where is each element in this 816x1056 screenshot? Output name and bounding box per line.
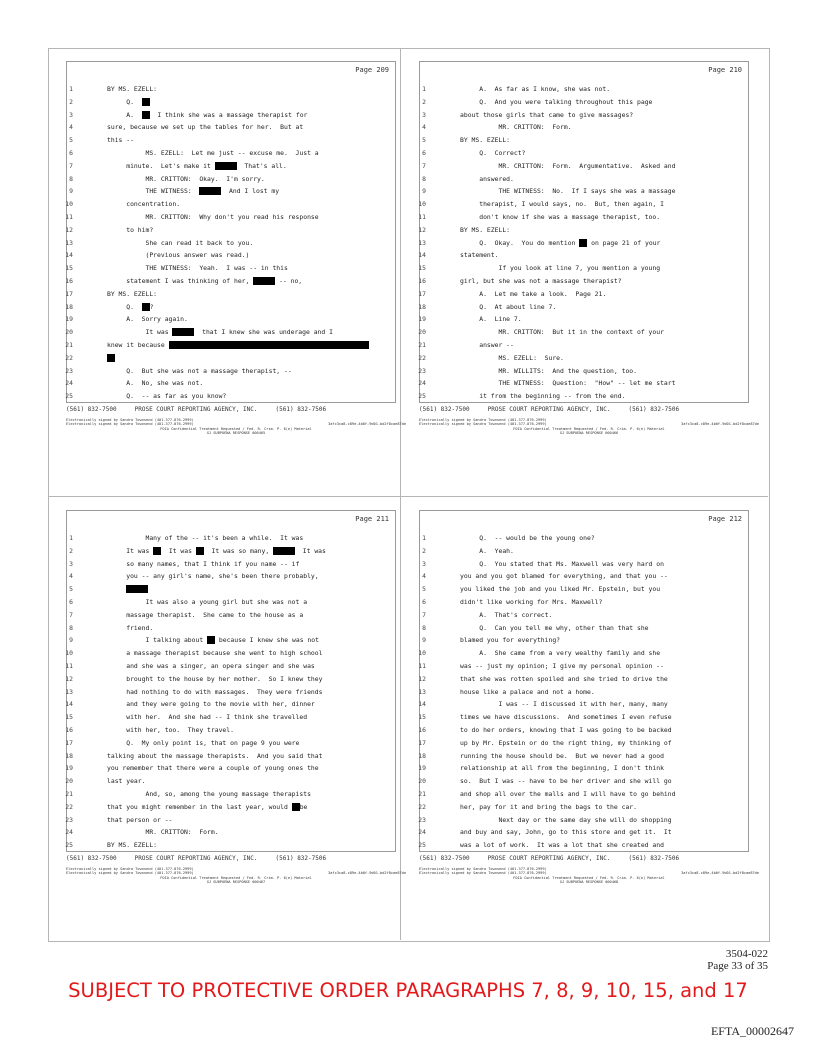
line-text: MR. CRITTON: Form. (460, 123, 572, 132)
line-number: 21 (65, 790, 73, 798)
line-number: 25 (65, 392, 73, 401)
line-text: answered. (460, 174, 514, 183)
signature-block (66, 418, 406, 436)
line-text: statement. (460, 251, 499, 260)
line-number: 9 (69, 636, 73, 645)
redaction-block (196, 547, 204, 555)
line-number: 14 (418, 700, 426, 709)
transcript-quadrant (401, 48, 759, 476)
line-text: THE WITNESS: Yeah. I was -- in this (107, 264, 288, 273)
e-signature-line: Electronically signed by Sandra Townsend (401-377-876-2999) (419, 418, 547, 422)
line-text: It was It was It was so many, It was (107, 546, 326, 555)
line-text: talking about the massage therapists. And you said that (107, 751, 323, 760)
line-number: 18 (65, 751, 73, 760)
line-text: BY MS. EZELL: (460, 136, 511, 145)
line-text: And, so, among the young massage therapists (107, 790, 311, 798)
signature-block (419, 867, 759, 885)
redaction-block (215, 162, 237, 170)
line-number: 23 (65, 366, 73, 375)
line-text: THE WITNESS: No. If I says she was a massage (460, 187, 676, 196)
line-number: 5 (422, 585, 426, 594)
redaction-block (172, 328, 194, 336)
line-text: answer -- (460, 341, 514, 349)
line-number: 13 (65, 687, 73, 696)
line-text: girl, but she was not a massage therapist? (460, 277, 622, 285)
line-text: therapist, I would says, no. But, then again, I (460, 200, 664, 209)
line-text: Q. Can you tell me why, other than that she (460, 623, 649, 632)
line-text: this -- (107, 136, 134, 145)
line-number: 7 (69, 610, 73, 619)
line-number: 2 (69, 546, 73, 555)
line-text: Many of the -- it's been a while. It was (107, 534, 308, 542)
line-text: A. Let me take a look. Page 21. (460, 289, 607, 298)
document-hash: 3afc3ca8-c89e-4b0f-9d01-bd2f8cae87de (328, 871, 406, 875)
line-text: had nothing to do with massages. They were friends (107, 687, 323, 696)
line-text: was -- just my opinion; I give my personal opinion -- (460, 662, 664, 670)
e-signature-line: Electronically signed by Sandra Townsend (401-377-876-2999) (66, 422, 194, 427)
line-number: 16 (65, 726, 73, 734)
line-number: 24 (65, 828, 73, 837)
line-number: 6 (69, 149, 73, 157)
line-text: with her. And she had -- I think she travelled (107, 713, 308, 722)
line-number: 21 (418, 790, 426, 798)
line-text: THE WITNESS: Question: "How" -- let me start (460, 379, 676, 388)
e-signature-line: Electronically signed by Sandra Townsend (401-377-876-2999) (419, 871, 547, 876)
line-text: MR. WILLITS: And the question, too. (460, 366, 637, 375)
redaction-block (126, 585, 148, 593)
redaction-block (107, 354, 115, 362)
line-number: 13 (418, 238, 426, 247)
line-text: A. No, she was not. (107, 379, 204, 388)
transcript-quadrant (48, 48, 406, 476)
redaction-block (153, 547, 161, 555)
redaction-block (142, 303, 150, 311)
e-signature-line: Electronically signed by Sandra Townsend (401-377-876-2999) (66, 871, 194, 876)
line-text: and shop all over the malls and I will have to go behind (460, 790, 676, 798)
line-number: 22 (418, 802, 426, 811)
line-number: 19 (418, 764, 426, 773)
line-text: BY MS. EZELL: (460, 225, 511, 234)
line-text: MS. EZELL: Sure. (460, 353, 564, 362)
line-text: Q. ? (107, 302, 154, 311)
line-text: that you might remember in the last year, would be (107, 802, 308, 811)
line-text: She can read it back to you. (107, 238, 254, 247)
e-signature-line: Electronically signed by Sandra Townsend (401-377-876-2999) (419, 422, 547, 427)
line-text: Q. And you were talking throughout this page (460, 97, 653, 106)
line-number: 8 (69, 623, 73, 632)
line-text: was a lot of work. It was a lot that she created and (460, 841, 664, 850)
line-number: 18 (65, 302, 73, 311)
line-text: (Previous answer was read.) (107, 251, 250, 260)
line-number: 24 (418, 379, 426, 388)
line-number: 24 (65, 379, 73, 388)
line-number: 4 (422, 123, 426, 132)
line-number: 10 (418, 649, 426, 658)
line-number: 22 (65, 802, 73, 811)
efta-id: EFTA_00002647 (710, 1024, 794, 1038)
line-text: MR. CRITTON: But it in the context of your (460, 328, 664, 337)
line-text: A. That's correct. (460, 610, 553, 619)
redaction-block (142, 111, 150, 119)
line-number: 4 (69, 123, 73, 132)
line-text: blamed you for everything? (460, 636, 561, 645)
line-text: about those girls that came to give massages? (460, 110, 634, 119)
line-text: house like a palace and not a home. (460, 687, 595, 696)
line-number: 2 (422, 97, 426, 106)
line-number: 11 (418, 662, 426, 670)
transcript-page (419, 510, 749, 852)
line-number: 14 (65, 700, 73, 709)
line-number: 9 (69, 187, 73, 196)
line-number: 15 (418, 713, 426, 722)
gj-subpoena-number: GJ SUBPOENA RESPONSE 000465 (206, 431, 266, 436)
line-number: 20 (65, 328, 73, 337)
line-number: 3 (69, 559, 73, 568)
line-text: don't know if she was a massage therapist, too. (460, 213, 661, 221)
document-hash: 3afc3ca8-c89e-4b0f-9d01-bd2f8cae87de (681, 422, 759, 426)
line-number: 22 (65, 353, 73, 362)
line-text: Q. But she was not a massage therapist, -- (107, 366, 292, 375)
line-number: 19 (65, 315, 73, 324)
line-text: Q. (107, 97, 150, 107)
line-number: 23 (418, 815, 426, 824)
line-number: 10 (65, 649, 73, 658)
line-text: with her, too. They travel. (107, 726, 234, 734)
line-number: 3 (422, 559, 426, 568)
line-number: 8 (422, 174, 426, 183)
line-text: running the house should be. But we never had a good (460, 751, 664, 760)
line-number: 17 (65, 289, 73, 298)
line-text: it from the beginning -- from the end. (460, 392, 626, 401)
line-number: 6 (422, 149, 426, 157)
e-signature-line: Electronically signed by Sandra Townsend (401-377-876-2999) (66, 867, 194, 871)
line-number: 7 (69, 161, 73, 170)
line-text: MR. CRITTON: Form. (107, 828, 219, 837)
line-text: It was also a young girl but she was not a (107, 598, 308, 606)
line-number: 7 (422, 610, 426, 619)
line-text (107, 353, 115, 363)
line-text: If you look at line 7, you mention a young (460, 264, 661, 273)
line-text: MS. EZELL: Let me just -- excuse me. Just a (107, 149, 319, 157)
line-number: 8 (422, 623, 426, 632)
line-number: 12 (418, 674, 426, 683)
line-text: her, pay for it and bring the bags to the car. (460, 802, 637, 811)
line-number: 6 (69, 598, 73, 606)
line-text: didn't like working for Mrs. Maxwell? (460, 598, 603, 606)
signature-block (419, 418, 759, 436)
line-number: 13 (65, 238, 73, 247)
line-number: 21 (418, 341, 426, 349)
line-text: THE WITNESS: And I lost my (107, 187, 280, 196)
line-text: Next day or the same day she will do shopping (460, 815, 672, 824)
line-number: 17 (418, 289, 426, 298)
line-text: It was that I knew she was underage and I (107, 328, 333, 337)
transcript-quadrant (401, 497, 759, 925)
line-number: 13 (418, 687, 426, 696)
line-number: 20 (65, 777, 73, 786)
line-number: 15 (418, 264, 426, 273)
line-text: MR. CRITTON: Okay. I'm sorry. (107, 174, 265, 183)
line-text: BY MS. EZELL: (107, 289, 158, 298)
foia-notice: FOIA Confidential Treatment Requested / Fed. R. Crim. P. 6(e) Material (160, 875, 312, 880)
protective-order-notice: SUBJECT TO PROTECTIVE ORDER PARAGRAPHS 7, 8, 9, 10, 15, and 17 (68, 979, 748, 1002)
line-number: 3 (69, 110, 73, 119)
line-number: 5 (69, 585, 73, 594)
line-text: Q. You stated that Ms. Maxwell was very hard on (460, 559, 664, 568)
line-number: 2 (69, 97, 73, 106)
line-text: to do her orders, knowing that I was going to be backed (460, 726, 672, 734)
line-text: massage therapist. She came to the house as a (107, 610, 304, 619)
foia-notice: FOIA Confidential Treatment Requested / Fed. R. Crim. P. 6(e) Material (513, 875, 665, 880)
e-signature-line: Electronically signed by Sandra Townsend (401-377-876-2999) (419, 867, 547, 871)
line-text: A. Yeah. (460, 546, 514, 555)
redaction-block (169, 341, 369, 349)
line-number: 2 (422, 546, 426, 555)
line-text: you and you got blamed for everything, and that you -- (460, 572, 668, 581)
reporter-footer: (561) 832-7500 PROSE COURT REPORTING AGENCY, INC. (561) 832-7506 (66, 406, 327, 413)
line-number: 4 (69, 572, 73, 581)
line-text: you -- any girl's name, she's been there probably, (107, 572, 319, 581)
bates-number: 3504-022 (725, 948, 768, 960)
line-text: brought to the house by her mother. So I knew they (107, 674, 323, 683)
line-number: 18 (418, 302, 426, 311)
line-text: statement I was thinking of her, -- no, (107, 277, 306, 285)
line-text: I talking about because I knew she was not (107, 636, 319, 645)
line-number: 1 (69, 85, 73, 93)
line-text: A. Sorry again. (107, 315, 188, 324)
bates-page: Page 33 of 35 (707, 960, 768, 972)
redaction-block (273, 547, 295, 555)
gj-subpoena-number: GJ SUBPOENA RESPONSE 000468 (559, 880, 619, 885)
line-number: 5 (422, 136, 426, 145)
gj-subpoena-number: GJ SUBPOENA RESPONSE 000467 (206, 880, 266, 885)
line-number: 19 (65, 764, 73, 773)
line-number: 15 (65, 264, 73, 273)
line-text: I was -- I discussed it with her, many, many (460, 700, 668, 709)
page-number: Page 209 (355, 66, 389, 74)
line-number: 25 (418, 841, 426, 850)
line-number: 21 (65, 341, 73, 349)
line-text: knew it because (107, 340, 369, 350)
line-text: MR. CRITTON: Form. Argumentative. Asked and (460, 161, 676, 170)
line-text: MR. CRITTON: Why don't you read his response (107, 213, 319, 221)
line-number: 17 (418, 738, 426, 747)
e-signature-line: Electronically signed by Sandra Townsend (401-377-876-2999) (66, 418, 194, 422)
line-number: 4 (422, 572, 426, 581)
redaction-block (292, 803, 300, 811)
line-text: Q. Okay. You do mention on page 21 of your (460, 238, 661, 247)
redaction-block (142, 98, 150, 106)
line-text (107, 584, 148, 594)
line-number: 7 (422, 161, 426, 170)
line-text: you remember that there were a couple of young ones the (107, 764, 319, 773)
signature-block (66, 867, 406, 885)
redaction-block (199, 187, 221, 195)
line-number: 1 (69, 534, 73, 542)
line-number: 20 (418, 328, 426, 337)
line-number: 8 (69, 174, 73, 183)
line-text: Q. -- as far as you know? (107, 392, 227, 401)
line-text: you liked the job and you liked Mr. Epstein, but you (460, 585, 661, 594)
transcript-page (66, 510, 396, 852)
line-number: 16 (418, 277, 426, 285)
line-number: 5 (69, 136, 73, 145)
line-text: and they were going to the movie with her, dinner (107, 700, 315, 709)
reporter-footer: (561) 832-7500 PROSE COURT REPORTING AGENCY, INC. (561) 832-7506 (66, 855, 327, 862)
line-text: and she was a singer, an opera singer and she was (107, 662, 315, 670)
transcript-page (419, 61, 749, 403)
line-number: 1 (422, 534, 426, 542)
line-number: 17 (65, 738, 73, 747)
page-number: Page 212 (708, 515, 742, 523)
line-text: minute. Let's make it That's all. (107, 161, 287, 170)
line-number: 24 (418, 828, 426, 837)
line-number: 14 (65, 251, 73, 260)
line-text: times we have discussions. And sometimes I even refuse (460, 713, 672, 722)
line-text: BY MS. EZELL: (107, 85, 158, 93)
redaction-block (253, 277, 275, 285)
line-number: 19 (418, 315, 426, 324)
line-number: 10 (65, 200, 73, 209)
line-number: 22 (418, 353, 426, 362)
gj-subpoena-number: GJ SUBPOENA RESPONSE 000466 (559, 431, 619, 436)
line-number: 25 (418, 392, 426, 401)
line-text: that person or -- (107, 815, 173, 824)
line-number: 6 (422, 598, 426, 606)
line-number: 9 (422, 636, 426, 645)
line-text: up by Mr. Epstein or do the right thing, my thinking of (460, 738, 672, 747)
transcript-page (66, 61, 396, 403)
line-number: 11 (65, 662, 73, 670)
line-number: 12 (65, 225, 73, 234)
line-text: and buy and say, John, go to this store and get it. It (460, 828, 672, 837)
line-number: 23 (418, 366, 426, 375)
line-text: so many names, that I think if you name -- if (107, 559, 300, 568)
page-number: Page 210 (708, 66, 742, 74)
line-text: Q. At about line 7. (460, 302, 557, 311)
line-text: to him? (107, 225, 154, 234)
redaction-block (207, 636, 215, 644)
line-number: 20 (418, 777, 426, 786)
line-number: 18 (418, 751, 426, 760)
line-number: 12 (65, 674, 73, 683)
line-number: 11 (65, 213, 73, 221)
line-number: 11 (418, 213, 426, 221)
line-text: that she was rotten spoiled and she tried to drive the (460, 674, 668, 683)
reporter-footer: (561) 832-7500 PROSE COURT REPORTING AGENCY, INC. (561) 832-7506 (419, 406, 680, 413)
line-text: friend. (107, 623, 154, 632)
line-text: A. Line 7. (460, 315, 522, 324)
line-text: so. But I was -- have to be her driver and she will go (460, 777, 672, 786)
line-text: Q. Correct? (460, 149, 526, 157)
reporter-footer: (561) 832-7500 PROSE COURT REPORTING AGENCY, INC. (561) 832-7506 (419, 855, 680, 862)
line-text: Q. -- would be the young one? (460, 534, 595, 542)
page-number: Page 211 (355, 515, 389, 523)
line-text: relationship at all from the beginning, I don't think (460, 764, 664, 773)
line-number: 10 (418, 200, 426, 209)
line-number: 3 (422, 110, 426, 119)
line-text: a massage therapist because she went to high school (107, 649, 323, 658)
line-number: 9 (422, 187, 426, 196)
line-number: 1 (422, 85, 426, 93)
foia-notice: FOIA Confidential Treatment Requested / Fed. R. Crim. P. 6(e) Material (513, 426, 665, 431)
foia-notice: FOIA Confidential Treatment Requested / Fed. R. Crim. P. 6(e) Material (160, 426, 312, 431)
line-number: 23 (65, 815, 73, 824)
line-number: 25 (65, 841, 73, 850)
document-hash: 3afc3ca8-c89e-4b0f-9d01-bd2f8cae87de (328, 422, 406, 426)
line-text: sure, because we set up the tables for her. But at (107, 123, 304, 132)
line-text: BY MS. EZELL: (107, 841, 158, 850)
line-number: 15 (65, 713, 73, 722)
line-text: last year. (107, 777, 146, 786)
line-number: 16 (418, 726, 426, 734)
line-text: A. I think she was a massage therapist for (107, 110, 308, 119)
transcript-quadrant (48, 497, 406, 925)
line-text: A. She came from a very wealthy family and she (460, 649, 661, 658)
document-hash: 3afc3ca8-c89e-4b0f-9d01-bd2f8cae87de (681, 871, 759, 875)
line-text: A. As far as I know, she was not. (460, 85, 611, 93)
line-number: 12 (418, 225, 426, 234)
line-number: 14 (418, 251, 426, 260)
line-text: concentration. (107, 200, 181, 209)
bates-stamp (707, 948, 768, 972)
line-text: Q. My only point is, that on page 9 you were (107, 738, 300, 747)
line-number: 16 (65, 277, 73, 285)
